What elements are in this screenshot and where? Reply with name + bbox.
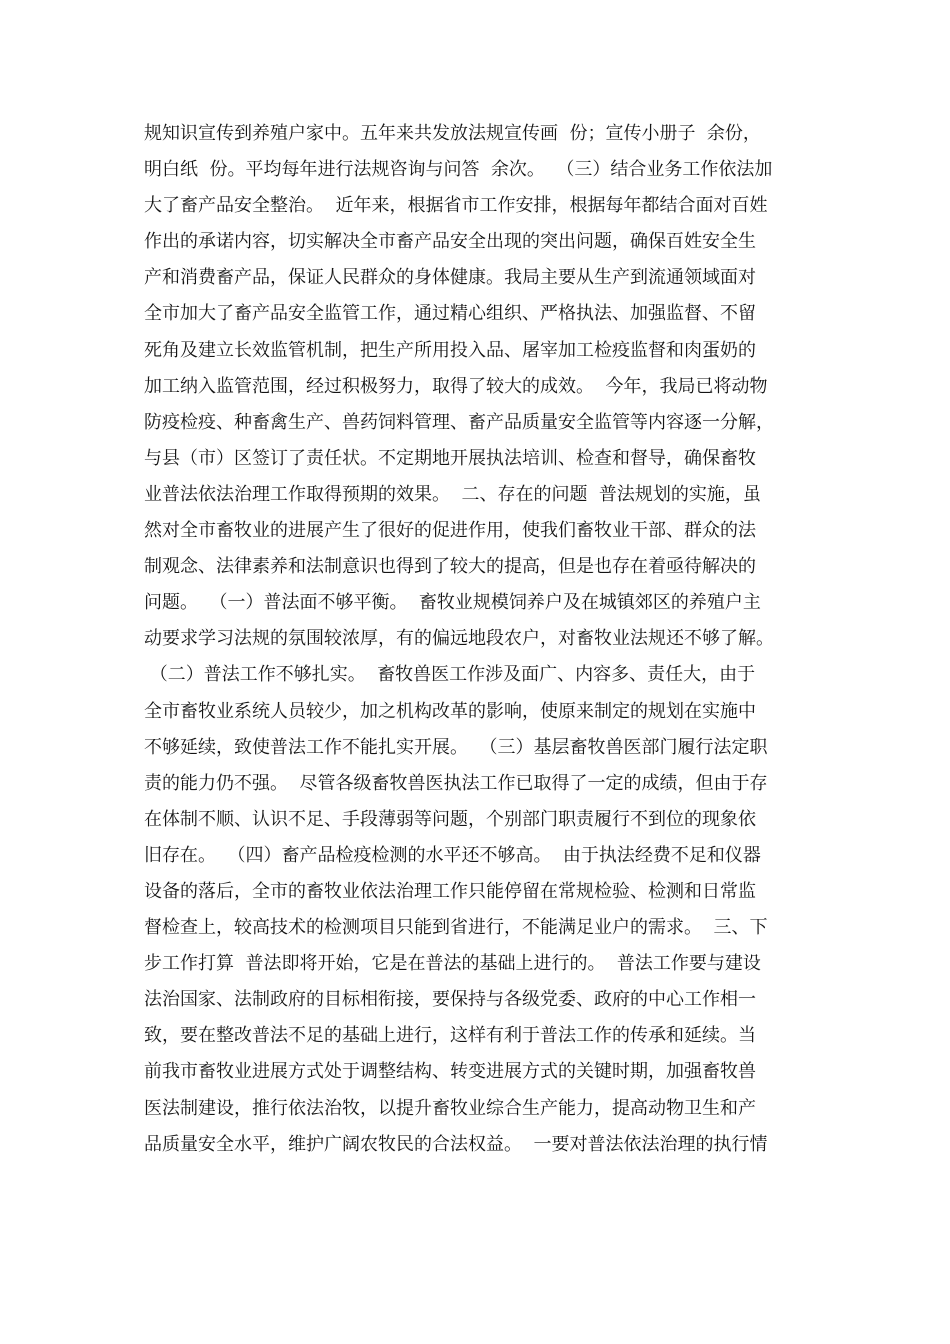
text-line: 然对全市畜牧业的进展产生了很好的促进作用，使我们畜牧业干部、群众的法 [144, 520, 756, 542]
text-line: 责的能力仍不强。 尽管各级畜牧兽医执法工作已取得了一定的成绩，但由于存 [144, 772, 768, 794]
text-line: 防疫检疫、种畜禽生产、兽药饲料管理、畜产品质量安全监管等内容逐一分解， [144, 411, 774, 433]
text-line: 全市加大了畜产品安全监管工作，通过精心组织、严格执法、加强监督、不留 [144, 303, 756, 325]
text-line: 督检查上，较高技术的检测项目只能到省进行，不能满足业户的需求。 三、下 [144, 917, 768, 939]
text-line: 与县（市）区签订了责任状。不定期地开展执法培训、检查和督导，确保畜牧 [144, 447, 756, 469]
text-line: 设备的落后，全市的畜牧业依法治理工作只能停留在常规检验、检测和日常监 [144, 880, 756, 902]
text-line: 产和消费畜产品，保证人民群众的身体健康。我局主要从生产到流通领域面对 [144, 267, 756, 289]
text-line: 制观念、法律素养和法制意识也得到了较大的提高，但是也存在着亟待解决的 [144, 556, 756, 578]
text-line: 大了畜产品安全整治。 近年来，根据省市工作安排，根据每年都结合面对百姓 [144, 195, 768, 217]
text-line: 步工作打算 普法即将开始，它是在普法的基础上进行的。 普法工作要与建设 [144, 953, 761, 975]
text-line: 致，要在整改普法不足的基础上进行，这样有利于普法工作的传承和延续。当 [144, 1025, 756, 1047]
text-line: 问题。 （一）普法面不够平衡。 畜牧业规模饲养户及在城镇郊区的养殖户主 [144, 592, 761, 614]
text-line: （二）普法工作不够扎实。 畜牧兽医工作涉及面广、内容多、责任大，由于 [144, 664, 756, 686]
text-line: 旧存在。 （四）畜产品检疫检测的水平还不够高。 由于执法经费不足和仪器 [144, 844, 761, 866]
text-line: 在体制不顺、认识不足、手段薄弱等问题，个别部门职责履行不到位的现象依 [144, 808, 756, 830]
text-line: 死角及建立长效监管机制，把生产所用投入品、屠宰加工检疫监督和肉蛋奶的 [144, 339, 756, 361]
text-line: 加工纳入监管范围，经过积极努力，取得了较大的成效。 今年，我局已将动物 [144, 375, 768, 397]
text-line: 不够延续，致使普法工作不能扎实开展。 （三）基层畜牧兽医部门履行法定职 [144, 736, 768, 758]
text-line: 作出的承诺内容，切实解决全市畜产品安全出现的突出问题，确保百姓安全生 [144, 231, 756, 253]
text-line: 动要求学习法规的氛围较浓厚，有的偏远地段农户，对畜牧业法规还不够了解。 [144, 628, 774, 650]
text-line: 全市畜牧业系统人员较少，加之机构改革的影响，使原来制定的规划在实施中 [144, 700, 756, 722]
text-line: 医法制建设，推行依法治牧，以提升畜牧业综合生产能力，提高动物卫生和产 [144, 1097, 756, 1119]
text-line: 法治国家、法制政府的目标相衔接，要保持与各级党委、政府的中心工作相一 [144, 989, 756, 1011]
body-text [144, 116, 809, 1163]
text-line: 业普法依法治理工作取得预期的效果。 二、存在的问题 普法规划的实施，虽 [144, 483, 761, 505]
text-line: 明白纸 份。平均每年进行法规咨询与问答 余次。 （三）结合业务工作依法加 [144, 159, 773, 181]
text-line: 品质量安全水平，维护广阔农牧民的合法权益。 一要对普法依法治理的执行情 [144, 1133, 768, 1155]
text-line: 规知识宣传到养殖户家中。五年来共发放法规宣传画 份；宣传小册子 余份， [144, 123, 761, 144]
text-line: 前我市畜牧业进展方式处于调整结构、转变进展方式的关键时期，加强畜牧兽 [144, 1061, 756, 1083]
